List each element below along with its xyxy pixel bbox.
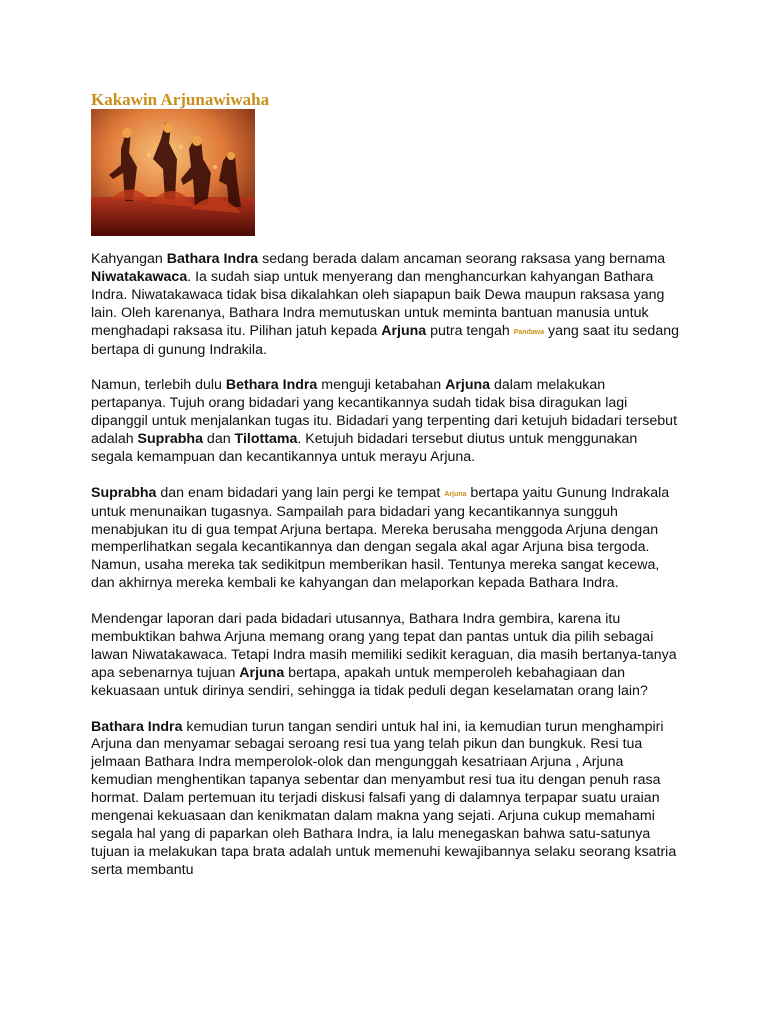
- text-run: bertapa yaitu Gunung Indrakala untuk menunaikan tugasnya. Sampailah para bidadari yang kecantikannya sungguh menabjukan itu di gua tempat Arjuna bertapa. Mereka berusaha menggoda Arjuna dengan memperlihatkan segala kecantikannya dan dengan segala akal agar Arjuna bisa tergoda. Namun, usaha mereka tak sedikitpun memberikan hasil. Tentunya mereka sangat kecewa, dan akhirnya mereka kembali ke kahyangan dan melaporkan kepada Bathara Indra.: [91, 484, 670, 592]
- text-run: Kahyangan: [91, 251, 167, 267]
- text-run: kemudian turun tangan sendiri untuk hal ini, ia kemudian turun menghampiri Arjuna dan menyamar sebagai seroang resi tua yang telah pikun dan bungkuk. Resi tua jelmaan Bathara Indra memperolok-olok dan mengunggah kesatriaan Arjuna , Arjuna kemudian menghentikan tapanya sebentar dan menyambut resi tua itu dengan penuh rasa hormat. Dalam pertemuan itu terjadi diskusi falsafi yang di dalamnya terpapar suatu uraian mengenai kekuasaan dan kenikmatan dalam makna yang sejati. Arjuna cukup memahami segala hal yang di paparkan oleh Bathara Indra, ia lalu menegaskan bahwa satu-satunya tujuan ia melakukan tapa brata adalah untuk memenuhi kewajibannya selaku seorang ksatria serta membantu: [91, 718, 677, 878]
- text-run: yang saat itu sedang bertapa di gunung Indrakila.: [91, 322, 679, 358]
- text-run: . Ia sudah siap untuk menyerang dan menghancurkan kahyangan Bathara Indra. Niwatakawaca tidak bisa dikalahkan oleh siapapun baik Dewa maupun raksasa yang lain. Oleh karenanya, Bathara Indra memutuskan untuk meminta bantuan manusia untuk menghadapi raksasa itu. Pilihan jatuh kepada: [91, 268, 665, 339]
- photo-illustration: [91, 109, 255, 236]
- inline-link[interactable]: Pandawa: [513, 328, 545, 336]
- paragraph: [91, 377, 681, 467]
- bold-term: Suprabha: [91, 484, 157, 501]
- bold-term: Suprabha: [137, 431, 203, 448]
- bold-term: Bathara Indra: [91, 718, 183, 735]
- text-run: sedang berada dalam ancaman seorang raksasa yang bernama: [258, 251, 666, 267]
- bold-term: Arjuna: [381, 322, 427, 339]
- bold-term: Niwatakawaca: [91, 268, 188, 285]
- text-run: dalam melakukan pertapanya. Tujuh orang bidadari yang kecantikannya sudah tidak bisa diragukan lagi dipanggil untuk menjalankan tugas itu. Bidadari yang terpenting dari ketujuh bidadari tersebut adalah: [91, 377, 678, 448]
- article-body: [91, 251, 681, 898]
- text-run: dan: [202, 431, 235, 448]
- text-run: putra tengah: [426, 322, 514, 339]
- text-run: Mendengar laporan dari pada bidadari utusannya, Bathara Indra gembira, karena itu membuktikan bahwa Arjuna memang orang yang tepat dan pantas untuk dia pilih sebagai lawan Niwatakawaca. Tetapi Indra masih memiliki sedikit keraguan, dia masih bertanya-tanya apa sebenarnya tujuan: [91, 611, 677, 681]
- paragraph: [91, 611, 681, 701]
- bold-term: Tilottama: [234, 431, 298, 448]
- bold-term: Arjuna: [445, 377, 491, 394]
- text-run: bertapa, apakah untuk memperoleh kebahagiaan dan kekuasaan untuk dirinya sendiri, sehingga ia tidak peduli degan keselamatan orang lain?: [91, 664, 648, 699]
- bold-term: Bathara Indra: [166, 251, 259, 267]
- text-run: dan enam bidadari yang lain pergi ke tempat: [156, 484, 445, 501]
- paragraph: [91, 251, 681, 359]
- text-run: Namun, terlebih dulu: [91, 377, 226, 394]
- bold-term: Bethara Indra: [225, 377, 318, 394]
- paragraph: [91, 719, 681, 880]
- paragraph: [91, 485, 681, 593]
- inline-link[interactable]: Arjuna: [444, 490, 467, 498]
- bold-term: Arjuna: [239, 664, 285, 681]
- text-run: . Ketujuh bidadari tersebut diutus untuk menggunakan segala kemampuan dan kecantikannya untuk merayu Arjuna.: [91, 431, 638, 465]
- page-title: Kakawin Arjunawiwaha: [91, 90, 270, 109]
- text-run: menguji ketabahan: [317, 377, 446, 394]
- wayang-dance-photo: [91, 109, 255, 236]
